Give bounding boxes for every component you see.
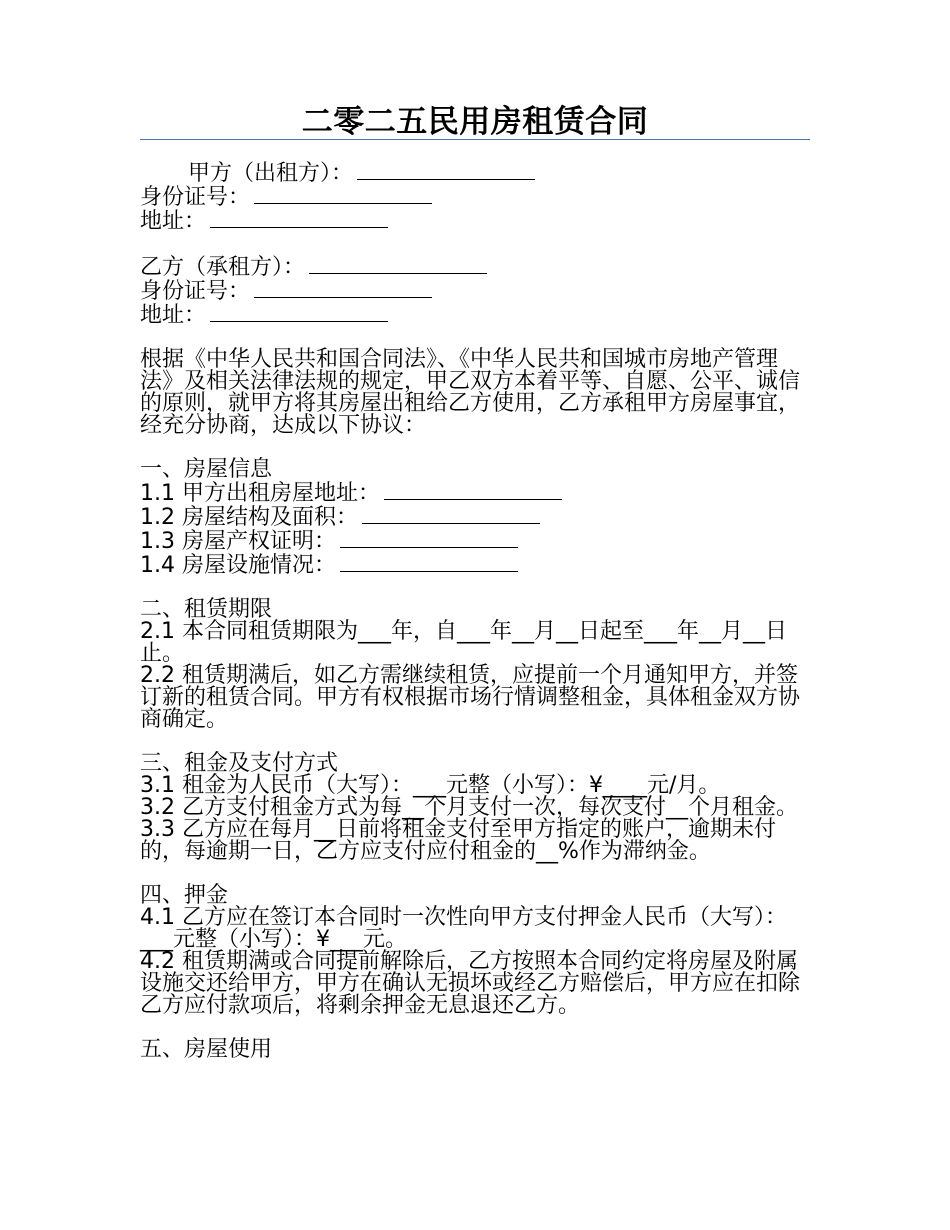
clause-text: 1.4 房屋设施情况： [140, 553, 336, 578]
clause-1-1 [140, 481, 810, 505]
clause-text: 1.1 甲方出租房屋地址： [140, 481, 380, 506]
party-b-address-line [140, 303, 810, 327]
clause-1-4 [140, 553, 810, 577]
party-a-line [140, 161, 810, 185]
section-heading: 五、房屋使用 [140, 1037, 273, 1062]
clause-3-1 [140, 775, 810, 797]
document-body [140, 161, 810, 1061]
party-a-address-line [140, 209, 810, 233]
clause-text: 3.2 乙方支付租金方式为每__个月支付一次，每次支付__个月租金。 [140, 795, 798, 820]
clause-4-2 [140, 951, 810, 1017]
clause-text: 2.1 本合同租赁期限为___年，自___年__月__日起至___年__月__日止。 [140, 619, 787, 666]
clause-text: 3.3 乙方应在每月__日前将租金支付至甲方指定的账户，逾期未付的，每逾期一日，乙方应支付应付租金的__%作为滞纳金。 [140, 817, 776, 864]
clause-text: 3.1 租金为人民币（大写）：___元整（小写）：¥____元/月。 [140, 773, 721, 798]
clause-1-3 [140, 529, 810, 553]
clause-1-2 [140, 505, 810, 529]
party-b-id-label: 身份证号： [140, 279, 251, 304]
clause-text: 4.2 租赁期满或合同提前解除后，乙方按照本合同约定将房屋及附属设施交还给甲方，甲方在确认无损坏或经乙方赔偿后，甲方应在扣除乙方应付款项后，将剩余押金无息退还乙方。 [140, 949, 801, 1018]
clause-3-3 [140, 819, 810, 863]
party-a-blank [357, 161, 535, 180]
clause-text: 1.3 房屋产权证明： [140, 529, 336, 554]
section-heading: 二、租赁期限 [140, 597, 273, 622]
clause-4-1 [140, 907, 810, 951]
fill-in-blank [384, 481, 562, 500]
section-heading: 一、房屋信息 [140, 457, 273, 482]
party-a-address-blank [210, 209, 388, 228]
section-heading: 三、租金及支付方式 [140, 751, 339, 776]
title-underline [140, 139, 810, 140]
clause-2-1 [140, 621, 810, 665]
clause-text: 1.2 房屋结构及面积： [140, 505, 358, 530]
fill-in-blank [340, 529, 518, 548]
clause-2-2 [140, 665, 810, 731]
party-b-label: 乙方（承租方）： [140, 255, 306, 280]
fill-in-blank [362, 505, 540, 524]
party-a-id-blank [254, 185, 432, 204]
party-b-id-line [140, 279, 810, 303]
party-a-label: 甲方（出租方）： [188, 161, 354, 186]
contract-sections [140, 459, 810, 1061]
party-a-id-label: 身份证号： [140, 185, 251, 210]
party-a-address-label: 地址： [140, 209, 207, 234]
clause-3-2 [140, 797, 810, 819]
section-heading: 四、押金 [140, 883, 229, 908]
party-a-id-line [140, 185, 810, 209]
document-title: 二零二五民用房租赁合同 [301, 104, 649, 140]
party-b-address-label: 地址： [140, 303, 207, 328]
party-b-id-blank [254, 279, 432, 298]
fill-in-blank [340, 553, 518, 572]
party-b-line [140, 255, 810, 279]
clause-text: 4.1 乙方应在签订本合同时一次性向甲方支付押金人民币（大写）：___元整（小写）：¥___元。 [140, 905, 787, 952]
clause-text: 2.2 租赁期满后，如乙方需继续租赁，应提前一个月通知甲方，并签订新的租赁合同。甲方有权根据市场行情调整租金，具体租金双方协商确定。 [140, 663, 801, 732]
party-b-address-blank [210, 303, 388, 322]
party-b-blank [309, 255, 487, 274]
preamble-paragraph: 根据《中华人民共和国合同法》、《中华人民共和国城市房地产管理法》及相关法律法规的规定，甲乙双方本着平等、自愿、公平、诚信的原则，就甲方将其房屋出租给乙方使用，乙方承租甲方房屋事宜，经充分协商，达成以下协议： [140, 347, 801, 438]
